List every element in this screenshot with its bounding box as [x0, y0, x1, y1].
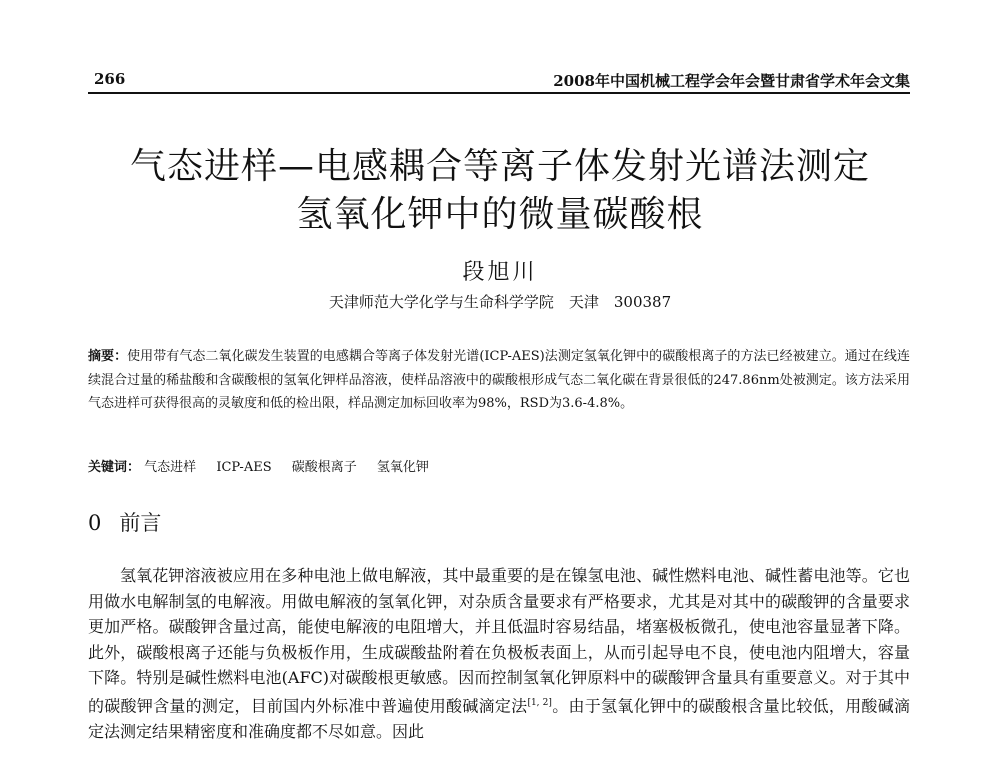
body-text-continued: 。由于氢氧化钾中的碳酸根含量比较低，用酸碱滴定法测定结果精密度和准确度都不尽如意。因此 [88, 696, 910, 741]
body-paragraph [88, 563, 910, 744]
author: 段旭川 [462, 260, 538, 285]
section-title: 前言 [119, 511, 162, 535]
keywords-label: 关键词： [88, 460, 141, 475]
body-text: 氢氧花钾溶液被应用在多种电池上做电解液，其中最重要的是在镍氢电池、碱性燃料电池、碱性蓄电池等。它也用做水电解制氢的电解液。用做电解液的氢氧化钾，对杂质含量要求有严格要求，尤其是对其中的碳酸钾的含量要求更加严格。碳酸钾含量过高，能使电解液的电阻增大，并且低温时容易结晶，堵塞极板微孔，使电池容量显著下降。此外，碳酸根离子还能与负极板作用，生成碳酸盐附着在负极板表面上，从而引起导电不良，使电池内阻增大，容量下降。特别是碱性燃料电池(AFC)对碳酸根更敏感。因而控制氢氧化钾原料中的碳酸钾含量具有重要意义。对于其中的碳酸钾含量的测定，目前国内外标准中普遍使用酸碱滴定法 [88, 566, 910, 716]
keyword: 氢氧化钾 [376, 460, 429, 475]
citation: [1, 2] [527, 697, 552, 708]
section-number: 0 [88, 511, 102, 535]
keyword: 碳酸根离子 [291, 460, 357, 475]
abstract-label: 摘要： [88, 349, 128, 364]
affiliation: 天津师范大学化学与生命科学学院 天津 300387 [328, 293, 672, 311]
keyword: 气态进样 [144, 460, 197, 475]
page-number: 266 [94, 70, 126, 88]
journal-title: 2008年中国机械工程学会年会暨甘肃省学术年会文集 [553, 72, 910, 90]
abstract [88, 345, 910, 416]
section-heading [88, 507, 161, 537]
keyword: ICP-AES [216, 460, 272, 475]
paper-title-line-2: 氢氧化钾中的微量碳酸根 [296, 194, 704, 235]
page-header [88, 70, 910, 94]
abstract-text: 使用带有气态二氧化碳发生装置的电感耦合等离子体发射光谱(ICP-AES)法测定氢氧化钾中的碳酸根离子的方法已经被建立。通过在线连续混合过量的稀盐酸和含碳酸根的氢氧化钾样品溶液，使样品溶液中的碳酸根形成气态二氧化碳在背景很低的247.86nm处被测定。该方法采用气态进样可获得很高的灵敏度和低的检出限，样品测定加标回收率为98%，RSD为3.6-4.8%。 [88, 349, 910, 411]
paper-title-line-1: 气态进样—电感耦合等离子体发射光谱法测定 [129, 146, 870, 187]
keywords [88, 456, 910, 475]
